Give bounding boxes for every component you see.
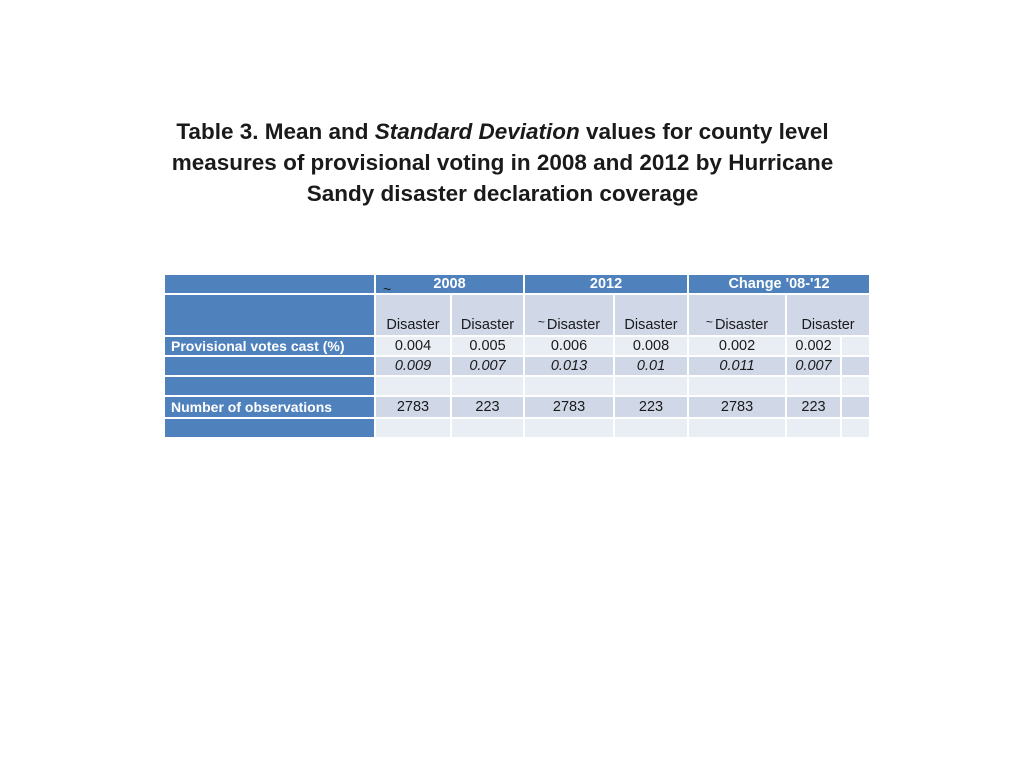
row-label-observations: Number of observations [164, 396, 375, 418]
empty-cell [451, 418, 524, 438]
mean-cell: 0.002 [688, 336, 786, 356]
obs-cell: 223 [786, 396, 841, 418]
data-table [163, 273, 871, 439]
subheader-disaster-change: Disaster [786, 294, 870, 336]
empty-cell [688, 418, 786, 438]
empty-cell [841, 396, 870, 418]
table-row [164, 418, 870, 438]
obs-cell: 2783 [524, 396, 614, 418]
sd-cell: 0.007 [451, 356, 524, 376]
sd-cell: 0.011 [688, 356, 786, 376]
sd-cell: 0.009 [375, 356, 451, 376]
header-2008: 2008 [375, 274, 524, 294]
empty-cell [614, 376, 688, 396]
mean-cell: 0.008 [614, 336, 688, 356]
header-row [164, 274, 870, 294]
empty-cell [786, 418, 841, 438]
empty-cell [451, 376, 524, 396]
subheader-blank-cell [164, 294, 375, 336]
row-label-blank [164, 376, 375, 396]
obs-cell: 223 [451, 396, 524, 418]
empty-cell [524, 418, 614, 438]
header-2012: 2012 [524, 274, 688, 294]
title-emphasis: Standard Deviation [374, 119, 580, 144]
obs-cell: 2783 [375, 396, 451, 418]
table-title: Table 3. Mean and Standard Deviation values for county level measures of provisional voting in 2008 and 2012 by Hurricane Sandy disaster declaration coverage [171, 119, 834, 206]
empty-cell [375, 376, 451, 396]
mean-cell: 0.006 [524, 336, 614, 356]
sd-cell: 0.013 [524, 356, 614, 376]
empty-cell [524, 376, 614, 396]
empty-cell [841, 356, 870, 376]
subheader-non-disaster-change: ~ Disaster [688, 294, 786, 336]
obs-cell: 2783 [688, 396, 786, 418]
row-label-blank [164, 418, 375, 438]
sd-cell: 0.007 [786, 356, 841, 376]
header-blank-cell [164, 274, 375, 294]
table-row [164, 376, 870, 396]
empty-cell [614, 418, 688, 438]
subheader-row [164, 294, 870, 336]
header-change: Change '08-'12 [688, 274, 870, 294]
empty-cell [786, 376, 841, 396]
sd-cell: 0.01 [614, 356, 688, 376]
empty-cell [688, 376, 786, 396]
table-row [164, 356, 870, 376]
obs-cell: 223 [614, 396, 688, 418]
mean-cell: 0.005 [451, 336, 524, 356]
subheader-non-disaster-2012: ~ Disaster [524, 294, 614, 336]
subheader-non-disaster-2008: ~ Disaster [375, 294, 451, 336]
mean-cell: 0.002 [786, 336, 841, 356]
empty-cell [841, 376, 870, 396]
table-row [164, 396, 870, 418]
empty-cell [375, 418, 451, 438]
row-label-blank [164, 356, 375, 376]
mean-cell: 0.004 [375, 336, 451, 356]
empty-cell [841, 336, 870, 356]
subheader-disaster-2012: Disaster [614, 294, 688, 336]
table-row [164, 336, 870, 356]
empty-cell [841, 418, 870, 438]
subheader-disaster-2008: Disaster [451, 294, 524, 336]
row-label-provisional: Provisional votes cast (%) [164, 336, 375, 356]
